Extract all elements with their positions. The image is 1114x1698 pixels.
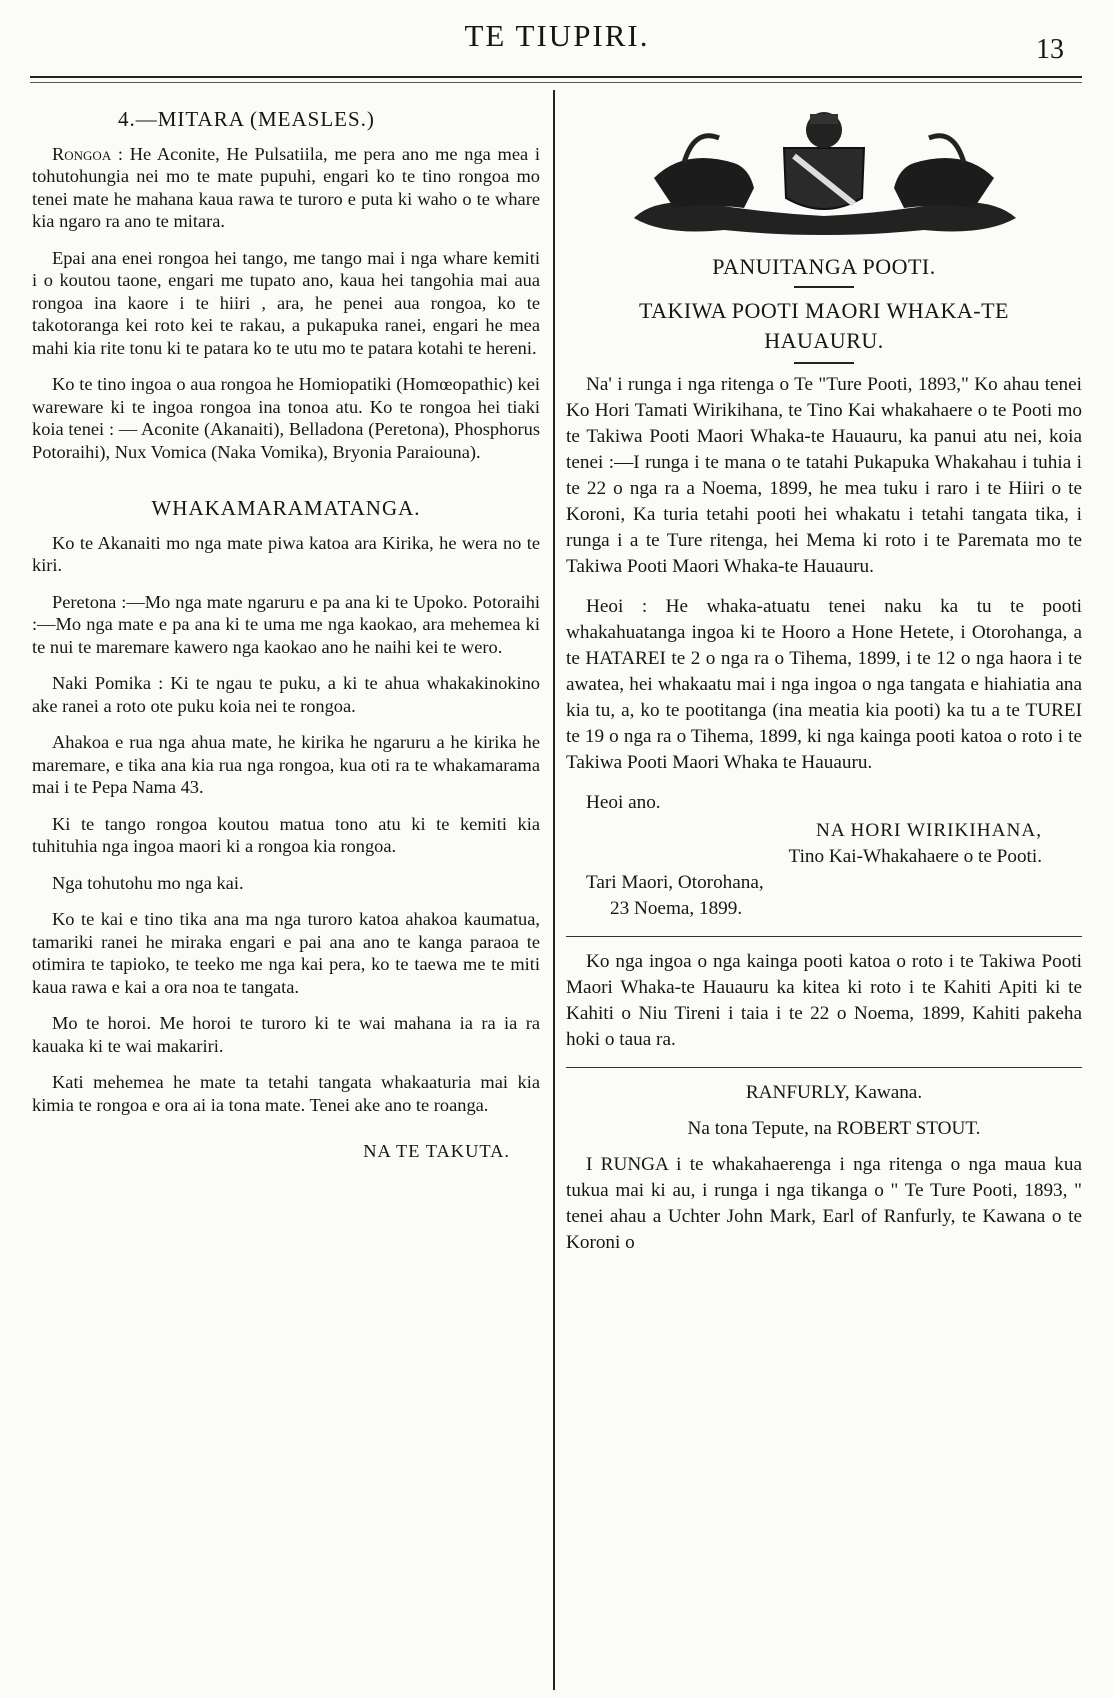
right-column	[566, 108, 1082, 1270]
paragraph: Epai ana enei rongoa hei tango, me tango mai i nga whare kemiti i o koutou taone, engari me tupato ano, kaua hei tangohia mai aua rongoa ina kaore i te hiiri , ara, he penei aua rongoa, ko te takotoranga kei roto kei te rakau, a pukapuka ranei, engari he mea mahi kia rite tonu ki te patara ko te utu mo te patara kotahi te hereni.	[32, 247, 540, 358]
paragraph-rongoa-text: He Aconite, He Pulsatiila, me pera ano me nga mea i tohutohungia nei mo te mate pupuhi, engari ko te tino rongoa mo tenei mate he mahana kaua rawa te turoro e puta ki waho o te whare kia ngaro ra ano te mitara.	[32, 143, 540, 231]
signatory-name: NA HORI WIRIKIHANA,	[816, 820, 1042, 841]
coat-of-arms-icon	[624, 108, 1024, 248]
signature-doctor: NA TE TAKUTA.	[363, 1141, 510, 1161]
governor-line: RANFURLY, Kawana.	[745, 1082, 923, 1103]
paragraph: Ko te tino ingoa o aua rongoa he Homiopatiki (Homœopathic) kei wareware ki te ingoa rongoa ina tonoa atu. Ko te rongoa hei tiaki koia tenei : — Aconite (Akanaiti), Belladona (Peretona), Phosphorus Potoraihi), Nux Vomica (Naka Vomika), Bryonia Paraiouna).	[32, 374, 540, 462]
paragraph: Nga tohutohu mo nga kai.	[52, 872, 244, 893]
header-rule	[30, 76, 1082, 78]
running-title: TE TIUPIRI.	[464, 18, 650, 53]
column-divider	[553, 90, 555, 1690]
page-number: 13	[1036, 34, 1064, 65]
signatory-place: Tari Maori, Otorohana,	[586, 872, 764, 893]
section-rule	[566, 1067, 1082, 1068]
heading-rule	[794, 362, 854, 364]
heading-rule	[794, 286, 854, 288]
paragraph-rongoa	[32, 143, 540, 233]
paragraph: Ko nga ingoa o nga kainga pooti katoa o roto i te Takiwa Pooti Maori Whaka-te Hauauru ka kitea ki roto i te Kahiti Apiti ki te Kahiti o Niu Tireni i taia i te 22 o Noema, 1899, Kahiti pakeha hoki o taua ra.	[566, 951, 1082, 1050]
paragraph: Ahakoa e rua nga ahua mate, he kirika he ngaruru a he kirika he maremare, e tika ana kia rua nga rongoa, kua oti ra te whakamarama mai i te Pepa Nama 43.	[32, 732, 540, 797]
paragraph: I RUNGA i te whakahaerenga i nga ritenga o nga maua kua tukua mai ki au, i runga i nga tikanga o " Te Ture Pooti, 1893, " tenei ahau a Uchter John Mark, Earl of Ranfurly, te Kawana o te Koroni o	[566, 1154, 1082, 1253]
section-heading-explanation: WHAKAMARAMATANGA.	[151, 496, 421, 520]
left-column	[32, 108, 540, 1163]
paragraph: Ko te Akanaiti mo nga mate piwa katoa ara Kirika, he wera no te kiri.	[32, 532, 540, 575]
paragraph: Naki Pomika : Ki te ngau te puku, a ki te ahua whakakinokino ake ranei a roto ote puku koia nei te rongoa.	[32, 673, 540, 716]
electorate-heading: TAKIWA POOTI MAORI WHAKA-TE HAUAURU.	[638, 298, 1009, 353]
section-heading-measles: 4.—MITARA (MEASLES.)	[118, 107, 375, 131]
header-rule-thin	[30, 82, 1082, 83]
signatory-title: Tino Kai-Whakahaere o te Pooti.	[788, 846, 1042, 867]
paragraph: Ki te tango rongoa koutou matua tono atu ki te kemiti kia tuhituhia nga ingoa maori ki a rongoa kia rongoa.	[32, 813, 540, 856]
signatory-date: 23 Noema, 1899.	[610, 898, 743, 919]
paragraph: Ko te kai e tino tika ana ma nga turoro katoa ahakoa kaumatua, tamariki ranei he miraka engari e pai ana ano te kanga paraoa te otimira te tapioko, te teeko me nga kai pera, ko te taewa me te miti kaua rawa e kai a ora noa te tangata.	[32, 909, 540, 997]
rongoa-label: Rongoa :	[52, 143, 124, 164]
paragraph: Peretona :—Mo nga mate ngaruru e pa ana ki te Upoko. Potoraihi :—Mo nga mate e pa ana ki te uma me nga kaokao, ara mehemea ki te nui te maremare kawero nga kaokao ano he naihi kei te wero.	[32, 591, 540, 657]
paragraph: Na' i runga i nga ritenga o Te "Ture Pooti, 1893," Ko ahau tenei Ko Hori Tamati Wirikihana, te Tino Kai whakahaere o te Pooti mo te Takiwa Pooti Maori Whaka-te Hauauru, ka panui atu nei, koia tenei :—I runga i te mana o te tatahi Pukapuka Whakahau i tuhia i te 22 o nga ra a Noema, 1899, he mea tuku i raro i te Hiiri o te Koroni, Ka turia tetahi pooti hei whakatu i tetahi tangata tika, i runga i a te Ture ritenga, hei Mema ki roto i te Paremata mo te Takiwa Pooti Maori Whaka-te Hauauru.	[566, 374, 1082, 577]
paragraph: Heoi ano.	[586, 792, 661, 813]
paragraph: Mo te horoi. Me horoi te turoro ki te wai mahana ia ra ia ra kauaka ki te wai makariri.	[32, 1013, 540, 1056]
section-rule	[566, 936, 1082, 937]
paragraph: Kati mehemea he mate ta tetahi tangata whakaaturia mai kia kimia te rongoa e ora ai ia tona mate. Tenei ake ano te roanga.	[32, 1072, 540, 1115]
paragraph: Heoi : He whaka-atuatu tenei naku ka tu te pooti whakahuatanga ingoa ki te Hooro a Hone Hetete, i Otorohanga, a te HATAREI te 2 o nga ra o Tihema, 1899, i te 12 o nga haora i te awatea, hei whakaatu mai i nga ingoa o nga tangata e hiahiatia ana kia tu, a, ko te pootitanga (ina meatia kia pooti) ka tu a te TUREI te 19 o nga ra o Tihema, 1899, ki nga kainga pooti katoa o roto i te Takiwa Pooti Maori Whaka te Hauauru.	[566, 596, 1082, 773]
notice-heading: PANUITANGA POOTI.	[712, 254, 936, 279]
deputy-line: Na tona Tepute, na ROBERT STOUT.	[687, 1118, 981, 1139]
